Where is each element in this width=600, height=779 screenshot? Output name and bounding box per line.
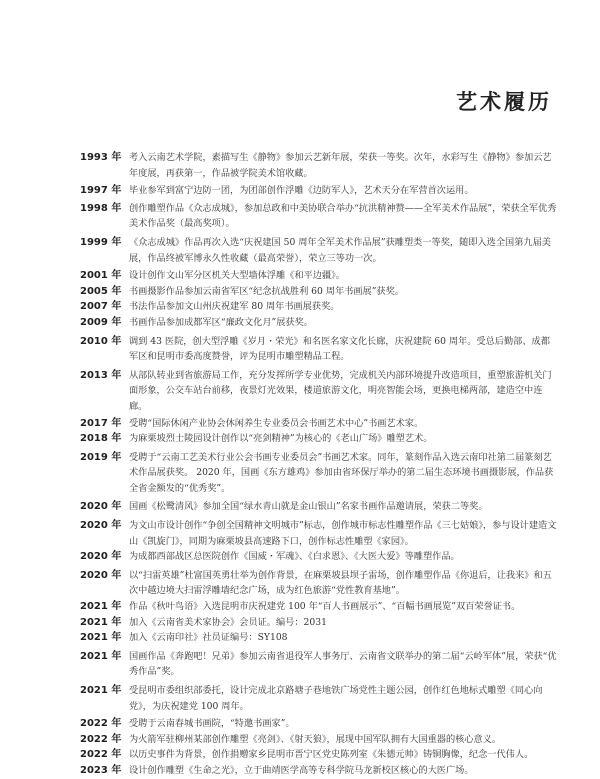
entry-description: 为文山市设计创作“争创全国精神文明城市”标志，创作城市标志性雕塑作品《三七姑娘》，参与设计建造文山《凯旋门》，同期为麻栗坡县高速路下口，创作标志性雕塑《家园》。: [129, 520, 557, 547]
entry-description: 国画《松鹭清风》参加全国“绿水青山就是金山银山”名家书画作品邀请展，荣获二等奖。: [129, 501, 488, 513]
entry-year: 2001 年: [80, 270, 122, 282]
timeline-entry: [80, 732, 558, 748]
entry-description: 受昆明市委组织部委托，设计完成北京路塘子巷地铁广场党性主题公园，创作红色地标式雕塑《同心向党》，为庆祝建党 100 周年。: [129, 685, 543, 712]
timeline-entry: [80, 416, 558, 432]
entry-year: 2021 年: [80, 601, 122, 613]
entry-description: 毕业参军到富宁边防一团，为团部创作浮雕《边防军人》，艺术天分在军营首次运用。: [129, 185, 474, 197]
entry-year: 1998 年: [80, 202, 122, 214]
entry-year: 2022 年: [80, 749, 122, 761]
entry-description: 从部队转业到省旅游局工作，充分发挥所学专业优势，完成机关内部环境提升改造项目，重塑旅游机关门面形象，公交车站台前移，夜景灯光效果，楼道旅游文化，明亮智能会场，更换电梯两部，建造空中连廊。: [129, 369, 552, 412]
entry-year: 2023 年: [80, 764, 122, 776]
timeline-entry: [80, 599, 558, 615]
entry-year: 2007 年: [80, 301, 122, 313]
timeline-entry: [80, 763, 558, 779]
entry-description: 以历史事件为背景，创作捐赠家乡昆明市晋宁区党史陈列室《朱德元帅》铸铜胸像，纪念一代伟人。: [129, 749, 534, 761]
entry-description: 《众志成城》作品再次入选“庆祝建国 50 周年全军美术作品展”获雕塑类一等奖，随即入选全国第九届美展，作品终被军博永久性收藏（最高荣誉），荣立三等功一次。: [129, 236, 551, 264]
page-title: 艺术履历: [456, 89, 552, 114]
entry-year: 2021 年: [80, 685, 122, 696]
entry-description: 作品《秋叶鸟语》入选昆明市庆祝建党 100 年“百人书画展示”、“百幅书画展览”双百荣誉证书。: [129, 601, 521, 613]
timeline-entry: [80, 334, 558, 365]
entry-description: 设计创作文山军分区机关大型墙体浮雕《和平边疆》。: [129, 270, 345, 282]
entry-description: 受聘于云南春城书画院，“特邀书画家”。: [129, 718, 295, 730]
entry-year: 2013 年: [80, 369, 122, 381]
entry-year: 2010 年: [80, 335, 122, 347]
entry-description: 受聘于“云南工艺美术行业公会书画专业委员会”书画艺术家。同年，篆刻作品入选云南印社第二届篆刻艺术作品展获奖。 2020 年，国画《东方雄鸡》参加由省环保厅举办的第二届生态环境书画摄影展，作品获全省金额发的“优秀奖”。: [129, 451, 554, 494]
entry-year: 2020 年: [80, 551, 122, 563]
entry-year: 2021 年: [80, 632, 122, 644]
entry-year: 2009 年: [80, 316, 122, 328]
entry-description: 调到 43 医院，创大型浮雕《岁月・荣光》和名医名家文化长廊，庆祝建院 60 周年。受总后勤部、成都军区和昆明市委高度赞誉，评为昆明市雕塑精品工程。: [129, 335, 550, 363]
timeline-entry: [80, 747, 558, 763]
entry-description: 为火箭军驻柳州某部创作雕塑《亮剑》、《射天狼》，展现中国军队拥有大国重器的核心意义。: [129, 733, 502, 745]
timeline-entry: [80, 284, 558, 300]
resume-timeline: [80, 150, 558, 779]
timeline-entry: [80, 431, 558, 447]
entry-year: 2019 年: [80, 451, 122, 463]
timeline-entry: [80, 615, 558, 631]
timeline-entry: [80, 368, 558, 415]
entry-description: 为麻栗坡烈士陵园设计创作以“亮剑精神”为核心的《老山广场》雕塑艺术。: [129, 433, 433, 445]
entry-description: 以“扫雷英雄”杜富国英勇壮举为创作背景，在麻栗坡县坝子雷场，创作雕塑作品《你退后，让我来》和五次中越边境大扫雷浮雕墙纪念广场，成为红色旅游“党性教育基地”。: [129, 569, 552, 597]
timeline-entry: [80, 630, 558, 646]
timeline-entry: [80, 201, 558, 232]
entry-description: 设计创作雕塑《生命之光》，立于曲靖医学高等专科学院马龙新校区核心的大医广场。: [129, 764, 474, 776]
entry-description: 考入云南艺术学院，素描写生《静物》参加云艺新年展，荣获一等奖。次年，水彩写生《静物》参加云艺年度展，再获第一，作品被学院美术馆收藏。: [129, 152, 552, 179]
entry-description: 书法作品参加文山州庆祝建军 80 周年书画展获奖。: [129, 301, 340, 313]
entry-description: 国画作品《奔跑吧！兄弟》参加云南省退役军人事务厅、云南省文联举办的第二届“云岭军体”展，荣获“优秀作品”奖。: [129, 650, 557, 678]
entry-year: 2005 年: [80, 285, 122, 297]
entry-year: 2020 年: [80, 501, 122, 513]
entry-description: 书画摄影作品参加云南省军区“纪念抗战胜利 60 周年书画展”获奖。: [129, 285, 404, 297]
timeline-entry: [80, 683, 558, 714]
timeline-entry: [80, 549, 558, 565]
entry-year: 2022 年: [80, 718, 122, 730]
entry-description: 创作雕塑作品《众志成城》，参加总政和中美协联合举办“抗洪精神赞——全军美术作品展”，荣获全军优秀美术作品奖（最高奖项）。: [129, 202, 557, 230]
timeline-entry: [80, 568, 558, 599]
timeline-entry: [80, 315, 558, 331]
timeline-entry: [80, 450, 558, 497]
entry-description: 书画作品参加成都军区“廉政文化月”展获奖。: [129, 316, 313, 328]
entry-year: 2020 年: [80, 569, 122, 581]
entry-year: 1999 年: [80, 236, 122, 248]
entry-description: 受聘“国际休闲产业协会休闲养生专业委员会书画艺术中心”书画艺术家。: [129, 417, 424, 429]
entry-description: 加入《云南省美术家协会》会员证。编号：2031: [129, 616, 327, 628]
entry-description: 加入《云南印社》社员证编号：SY108: [129, 632, 288, 644]
timeline-entry: [80, 299, 558, 315]
timeline-entry: [80, 183, 558, 199]
entry-year: 2022 年: [80, 733, 122, 745]
timeline-entry: [80, 268, 558, 284]
entry-year: 2018 年: [80, 433, 122, 445]
entry-year: 2017 年: [80, 417, 122, 429]
entry-year: 2020 年: [80, 520, 122, 532]
timeline-entry: [80, 716, 558, 732]
timeline-entry: [80, 649, 558, 680]
timeline-entry: [80, 235, 558, 266]
timeline-entry: [80, 150, 558, 181]
timeline-entry: [80, 518, 558, 549]
entry-year: 2021 年: [80, 616, 122, 628]
entry-year: 1997 年: [80, 185, 122, 197]
timeline-entry: [80, 499, 558, 515]
entry-year: 2021 年: [80, 650, 122, 662]
entry-description: 为成都西部战区总医院创作《国威・军魂》、《白求恩》、《大医大爱》等雕塑作品。: [129, 551, 460, 563]
entry-year: 1993 年: [80, 152, 122, 163]
